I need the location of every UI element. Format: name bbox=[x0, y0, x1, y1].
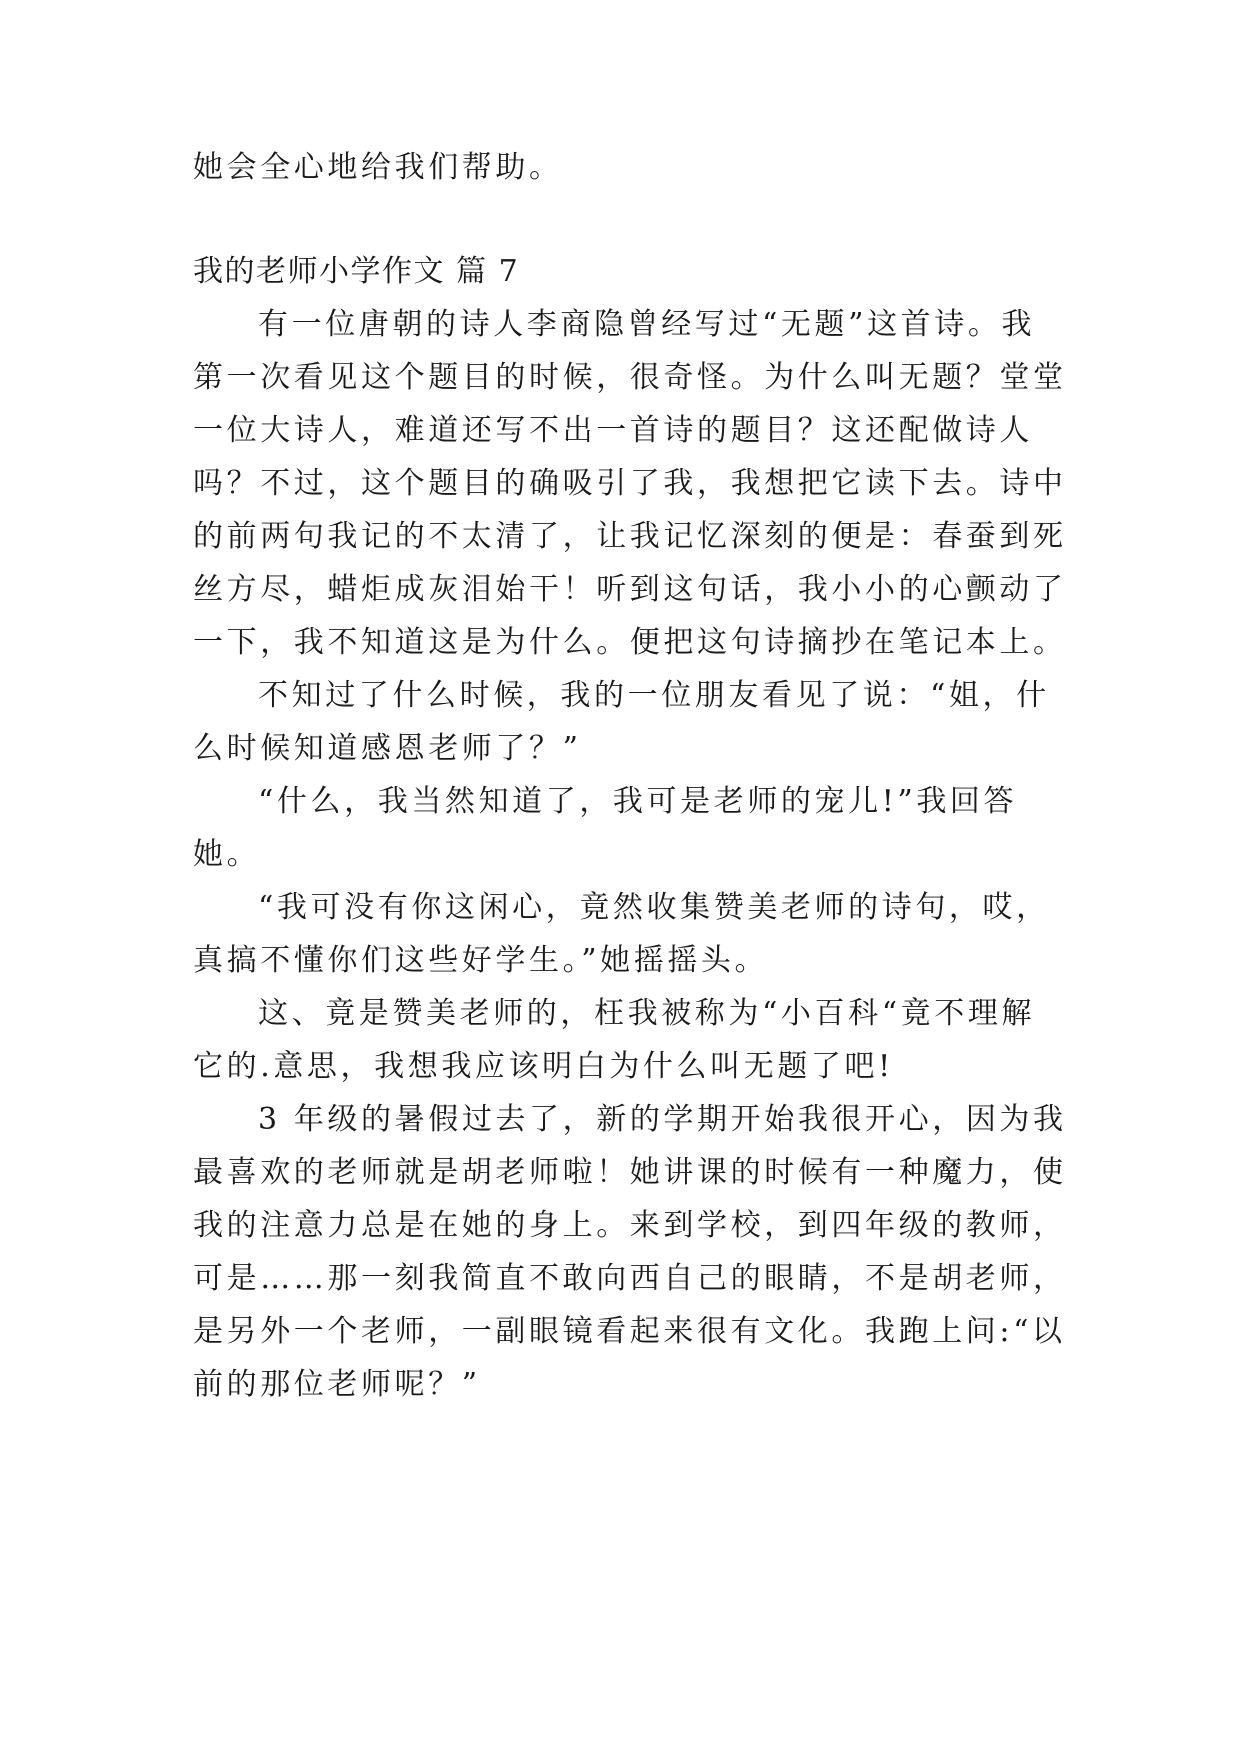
paragraph-line: 可是……那一刻我简直不敢向西自己的眼睛，不是胡老师， bbox=[193, 1261, 1067, 1296]
paragraph-line: 有一位唐朝的诗人李商隐曾经写过“无题”这首诗。我 bbox=[258, 307, 1036, 342]
paragraph-line: 最喜欢的老师就是胡老师啦！她讲课的时候有一种魔力，使 bbox=[193, 1155, 1067, 1190]
paragraph-line: 它的.意思，我想我应该明白为什么叫无题了吧! bbox=[193, 1049, 894, 1084]
paragraph-line: “什么，我当然知道了，我可是老师的宠儿!”我回答 bbox=[258, 784, 1018, 819]
paragraph-line: 一下，我不知道这是为什么。便把这句诗摘抄在笔记本上。 bbox=[193, 625, 1067, 660]
paragraph-line: 我的注意力总是在她的身上。来到学校，到四年级的教师， bbox=[193, 1208, 1067, 1243]
paragraph-line: 真搞不懂你们这些好学生。”她摇摇头。 bbox=[193, 943, 769, 978]
paragraph-line: 她会全心地给我们帮助。 bbox=[193, 150, 563, 185]
paragraph-line: 吗？不过，这个题目的确吸引了我，我想把它读下去。诗中 bbox=[193, 466, 1067, 501]
paragraph-line: 是另外一个老师，一副眼镜看起来很有文化。我跑上问:“以 bbox=[193, 1314, 1066, 1349]
paragraph-line: 丝方尽，蜡炬成灰泪始干！听到这句话，我小小的心颤动了 bbox=[193, 572, 1067, 607]
paragraph-line: 3 年级的暑假过去了，新的学期开始我很开心，因为我 bbox=[258, 1102, 1067, 1137]
paragraph-line: 她。 bbox=[193, 837, 261, 872]
paragraph-line: 的前两句我记的不太清了，让我记忆深刻的便是：春蚕到死 bbox=[193, 519, 1067, 554]
paragraph-line: 么时候知道感恩老师了？” bbox=[193, 731, 582, 766]
paragraph-line: 前的那位老师呢？” bbox=[193, 1367, 481, 1402]
paragraph-line: 第一次看见这个题目的时候，很奇怪。为什么叫无题？堂堂 bbox=[193, 360, 1067, 395]
paragraph-line: 一位大诗人，难道还写不出一首诗的题目？这还配做诗人 bbox=[193, 413, 1033, 448]
paragraph-line: 不知过了什么时候，我的一位朋友看见了说：“姐，什 bbox=[258, 678, 1050, 713]
paragraph-line: 这、竟是赞美老师的，枉我被称为“小百科“竟不理解 bbox=[258, 996, 1036, 1031]
section-heading: 我的老师小学作文 篇 7 bbox=[193, 254, 520, 289]
paragraph-line: “我可没有你这闲心，竟然收集赞美老师的诗句，哎， bbox=[258, 890, 1050, 925]
